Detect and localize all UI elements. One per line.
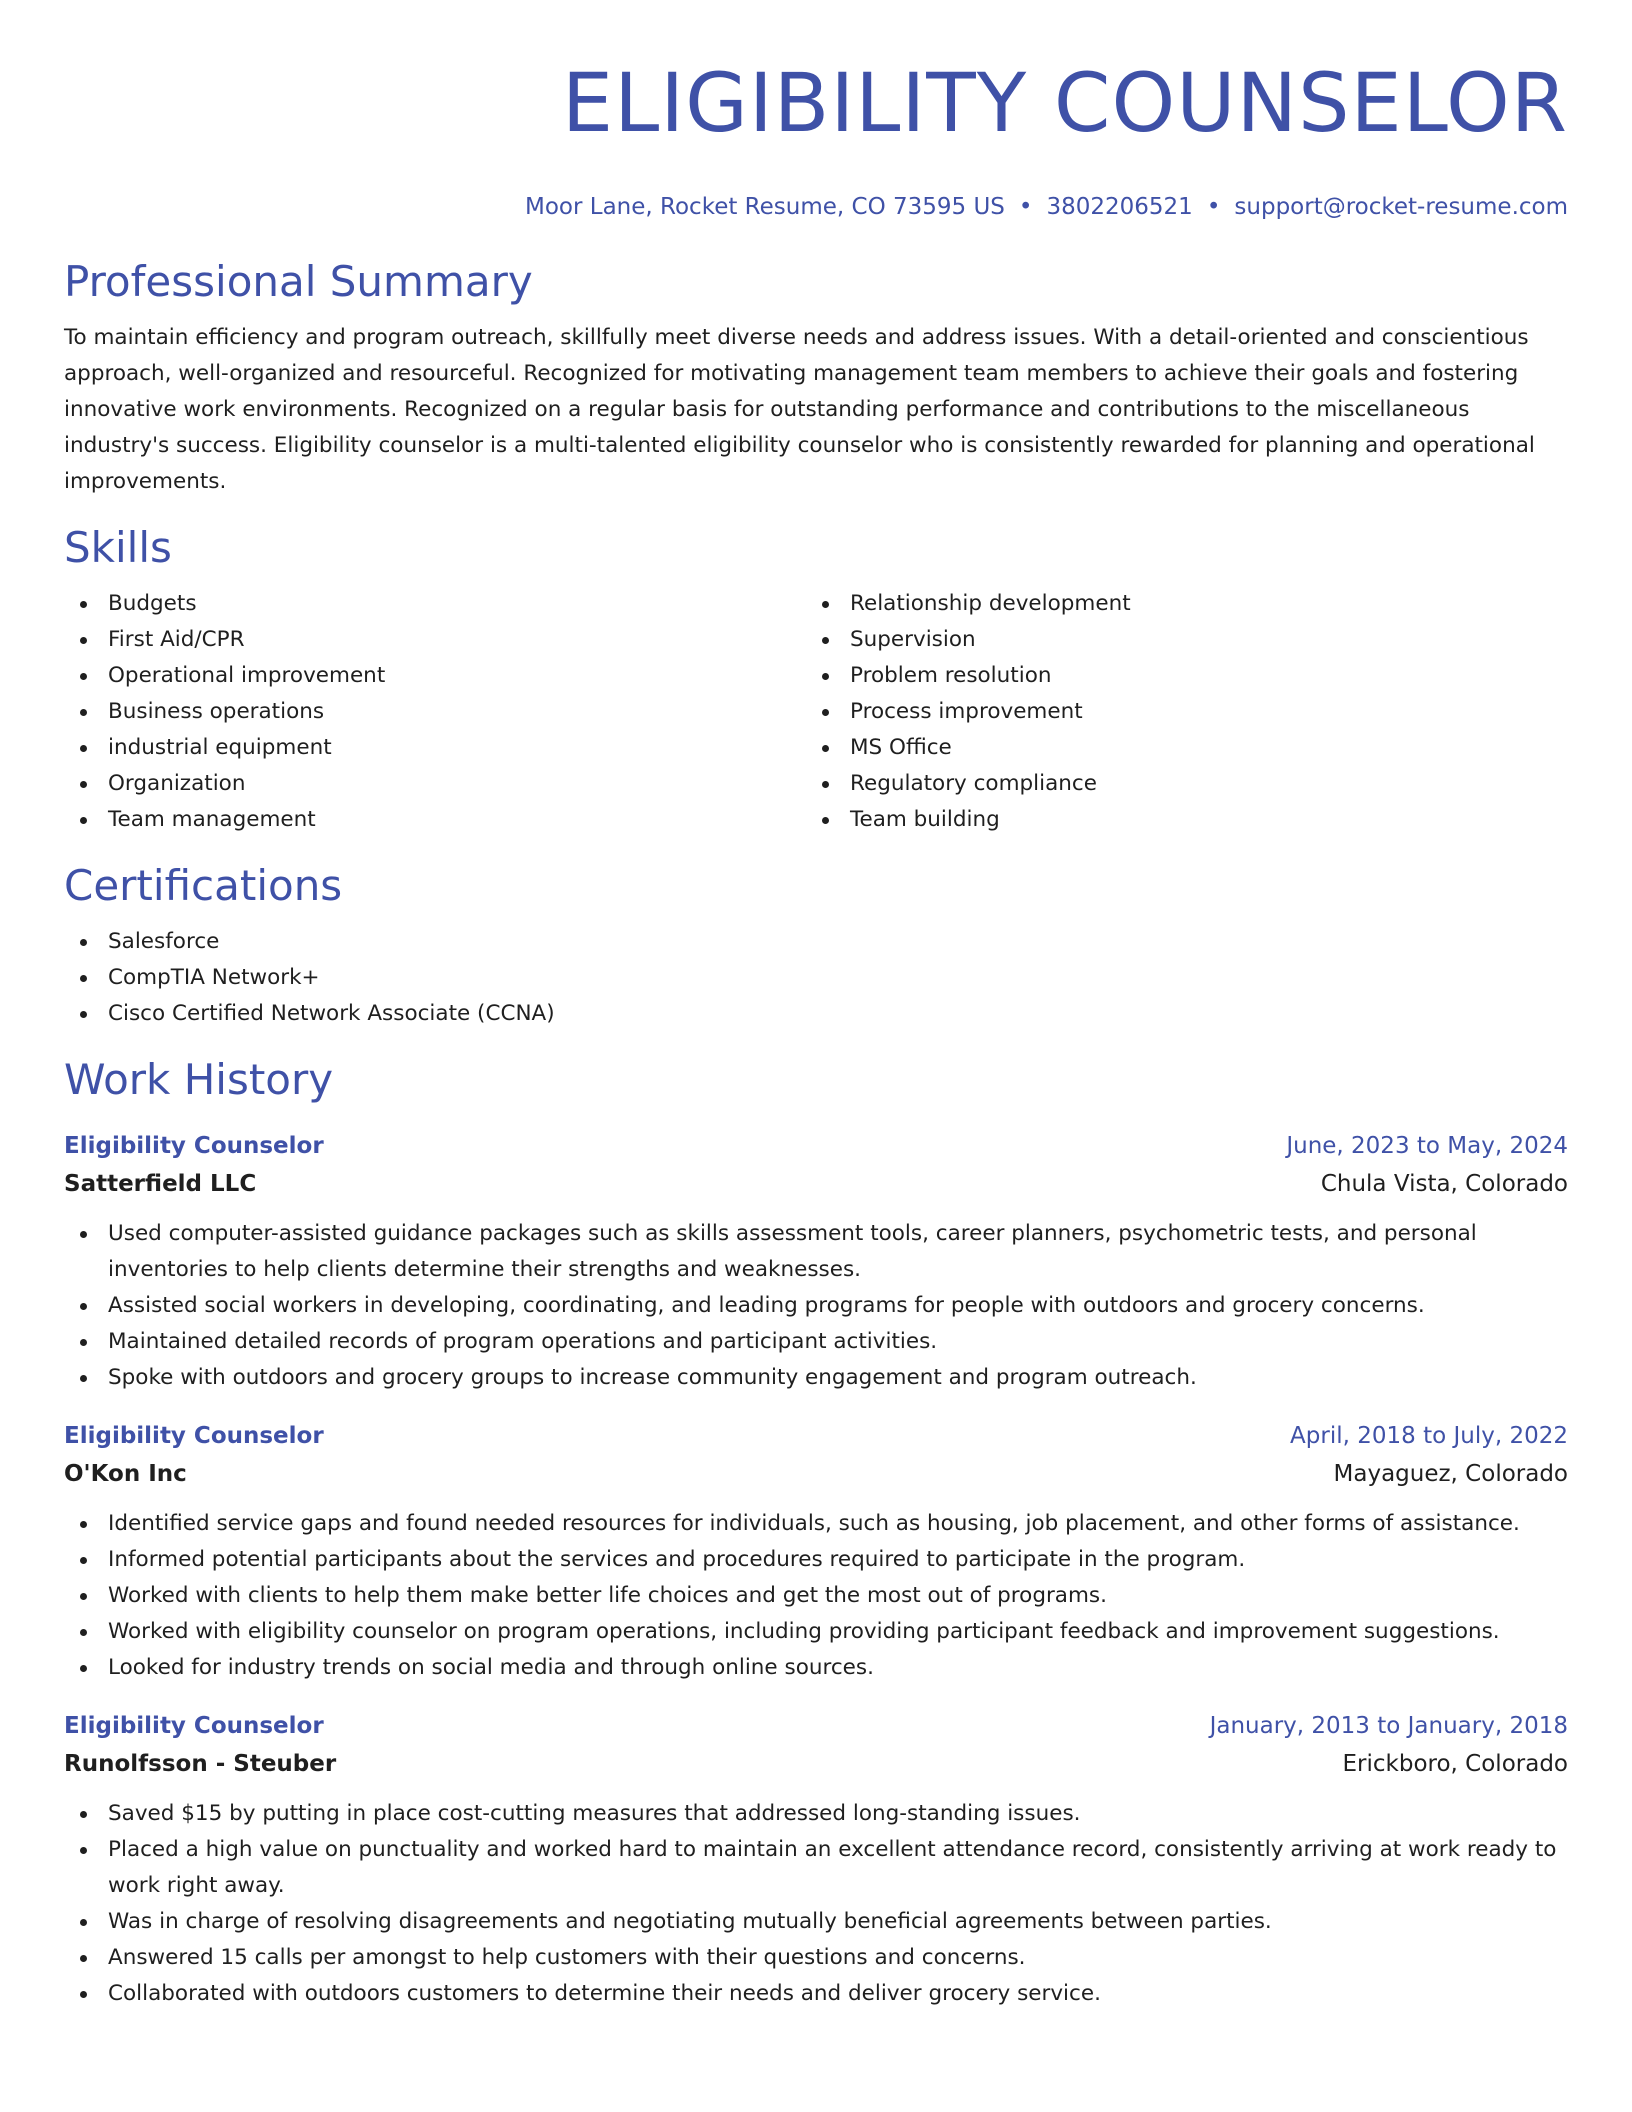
certifications-list bbox=[64, 924, 1568, 1032]
contact-address: Moor Lane, Rocket Resume, CO 73595 US bbox=[525, 194, 1005, 220]
summary-section bbox=[64, 256, 1568, 500]
skill-item: Relationship development bbox=[806, 586, 1548, 622]
job-duty-item: Spoke with outdoors and grocery groups to increase community engagement and program outreach. bbox=[64, 1360, 1568, 1396]
job-duty-item: Saved $15 by putting in place cost-cutting measures that addressed long-standing issues. bbox=[64, 1796, 1568, 1832]
skills-list-left bbox=[64, 586, 806, 838]
job-location: Chula Vista, Colorado bbox=[1320, 1171, 1568, 1197]
contact-email: support@rocket-resume.com bbox=[1234, 194, 1568, 220]
job-company-row bbox=[64, 1164, 1568, 1204]
skill-item: First Aid/CPR bbox=[64, 622, 806, 658]
job-company: Runolfsson - Steuber bbox=[64, 1751, 337, 1777]
work-history-section bbox=[64, 1054, 1568, 2012]
job-title-row bbox=[64, 1708, 1568, 1744]
job-duty-item: Worked with eligibility counselor on program operations, including providing participant feedback and improvement suggestions. bbox=[64, 1614, 1568, 1650]
job-duty-item: Placed a high value on punctuality and worked hard to maintain an excellent attendance record, consistently arriving at work ready to work right away. bbox=[64, 1832, 1568, 1904]
job-entry bbox=[64, 1128, 1568, 1396]
job-duty-item: Was in charge of resolving disagreements and negotiating mutually beneficial agreements between parties. bbox=[64, 1904, 1568, 1940]
skill-item: MS Office bbox=[806, 730, 1548, 766]
jobs-list bbox=[64, 1128, 1568, 2012]
job-dates: April, 2018 to July, 2022 bbox=[1290, 1423, 1568, 1449]
summary-heading: Professional Summary bbox=[64, 257, 533, 306]
job-duty-item: Used computer-assisted guidance packages such as skills assessment tools, career planners, psychometric tests, and personal inventories to help clients determine their strengths and weaknesses. bbox=[64, 1216, 1568, 1288]
job-duties-list bbox=[64, 1216, 1568, 1396]
job-entry bbox=[64, 1708, 1568, 2012]
contact-phone: 3802206521 bbox=[1046, 194, 1193, 220]
skill-item: Regulatory compliance bbox=[806, 766, 1548, 802]
job-title-row bbox=[64, 1418, 1568, 1454]
job-company: O'Kon Inc bbox=[64, 1461, 187, 1487]
skill-item: Supervision bbox=[806, 622, 1548, 658]
skill-item: industrial equipment bbox=[64, 730, 806, 766]
job-duties-list bbox=[64, 1506, 1568, 1686]
certifications-heading: Certifications bbox=[64, 861, 343, 910]
skills-list-right bbox=[806, 586, 1548, 838]
contact-separator: • bbox=[1206, 194, 1221, 220]
job-title: Eligibility Counselor bbox=[64, 1133, 324, 1159]
job-company: Satterfield LLC bbox=[64, 1171, 257, 1197]
work-history-heading: Work History bbox=[64, 1055, 334, 1104]
contact-separator: • bbox=[1018, 194, 1033, 220]
skill-item: Business operations bbox=[64, 694, 806, 730]
contact-line bbox=[64, 192, 1568, 222]
certification-item: CompTIA Network+ bbox=[64, 960, 1568, 996]
job-duties-list bbox=[64, 1796, 1568, 2012]
job-dates: January, 2013 to January, 2018 bbox=[1209, 1713, 1568, 1739]
job-location: Mayaguez, Colorado bbox=[1333, 1461, 1568, 1487]
skill-item: Budgets bbox=[64, 586, 806, 622]
certification-item: Salesforce bbox=[64, 924, 1568, 960]
certifications-section bbox=[64, 860, 1568, 1032]
skill-item: Team management bbox=[64, 802, 806, 838]
job-entry bbox=[64, 1418, 1568, 1686]
skills-section bbox=[64, 522, 1568, 838]
job-duty-item: Worked with clients to help them make better life choices and get the most out of programs. bbox=[64, 1578, 1568, 1614]
job-duty-item: Informed potential participants about the services and procedures required to participate in the program. bbox=[64, 1542, 1568, 1578]
skill-item: Operational improvement bbox=[64, 658, 806, 694]
resume-header bbox=[64, 56, 1568, 222]
job-title: Eligibility Counselor bbox=[64, 1713, 324, 1739]
job-company-row bbox=[64, 1454, 1568, 1494]
job-dates: June, 2023 to May, 2024 bbox=[1286, 1133, 1568, 1159]
summary-text: To maintain efficiency and program outreach, skillfully meet diverse needs and address issues. With a detail-oriented and conscientious approach, well-organized and resourceful. Recognized for motivating management team members to achieve their goals and fostering innovative work environments. Recognized on a regular basis for outstanding performance and contributions to the miscellaneous industry's success. Eligibility counselor is a multi-talented eligibility counselor who is consistently rewarded for planning and operational improvements. bbox=[64, 325, 1535, 494]
candidate-name: ELIGIBILITY COUNSELOR bbox=[561, 57, 1568, 151]
job-company-row bbox=[64, 1744, 1568, 1784]
job-title: Eligibility Counselor bbox=[64, 1423, 324, 1449]
job-duty-item: Identified service gaps and found needed resources for individuals, such as housing, job placement, and other forms of assistance. bbox=[64, 1506, 1568, 1542]
job-duty-item: Looked for industry trends on social media and through online sources. bbox=[64, 1650, 1568, 1686]
skill-item: Team building bbox=[806, 802, 1548, 838]
skill-item: Problem resolution bbox=[806, 658, 1548, 694]
skill-item: Organization bbox=[64, 766, 806, 802]
job-duty-item: Maintained detailed records of program operations and participant activities. bbox=[64, 1324, 1568, 1360]
job-title-row bbox=[64, 1128, 1568, 1164]
skill-item: Process improvement bbox=[806, 694, 1548, 730]
job-duty-item: Assisted social workers in developing, coordinating, and leading programs for people with outdoors and grocery concerns. bbox=[64, 1288, 1568, 1324]
skills-grid bbox=[64, 586, 1568, 838]
skills-heading: Skills bbox=[64, 523, 172, 572]
job-duty-item: Answered 15 calls per amongst to help customers with their questions and concerns. bbox=[64, 1940, 1568, 1976]
certification-item: Cisco Certified Network Associate (CCNA) bbox=[64, 996, 1568, 1032]
job-location: Erickboro, Colorado bbox=[1342, 1751, 1568, 1777]
job-duty-item: Collaborated with outdoors customers to determine their needs and deliver grocery service. bbox=[64, 1976, 1568, 2012]
